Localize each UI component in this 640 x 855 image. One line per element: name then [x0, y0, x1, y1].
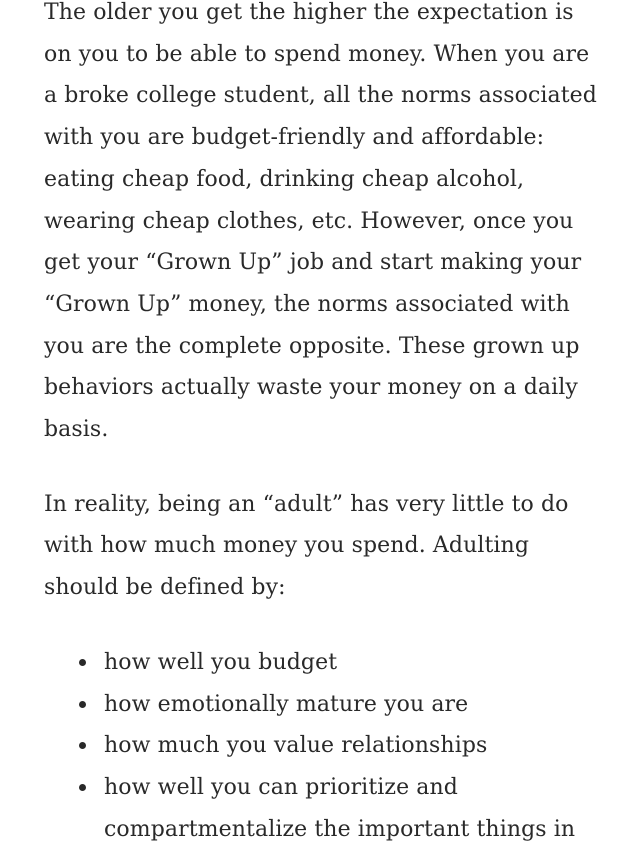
list-item-text: how well you can prioritize and compartmentalize the important things in — [104, 774, 576, 842]
list-item — [44, 642, 604, 684]
bullet-icon — [79, 659, 86, 666]
list-item-text: how emotionally mature you are — [104, 691, 469, 717]
list-item — [44, 767, 604, 850]
list-item-text: how much you value relationships — [104, 733, 488, 759]
paragraph-spending-expectations: The older you get the higher the expectation is on you to be able to spend money. When you are a broke college student, all the norms associated with you are budget-friendly and affordable: eating cheap food, drinking cheap alcohol, wearing cheap clothes, etc. However, once you get your “Grown Up” job and start making your “Grown Up” money, the norms associated with you are the complete opposite. These grown up behaviors actually waste your money on a daily basis. — [44, 0, 597, 443]
list-item — [44, 725, 604, 767]
list-item-text: how well you budget — [104, 649, 338, 675]
adulting-criteria-list — [44, 642, 604, 851]
article-body — [44, 0, 604, 850]
bullet-icon — [79, 742, 86, 749]
bullet-icon — [79, 701, 86, 708]
list-item — [44, 684, 604, 726]
paragraph-adulting-definition: In reality, being an “adult” has very little to do with how much money you spend. Adulting should be defined by: — [44, 491, 569, 601]
bullet-icon — [79, 784, 86, 791]
